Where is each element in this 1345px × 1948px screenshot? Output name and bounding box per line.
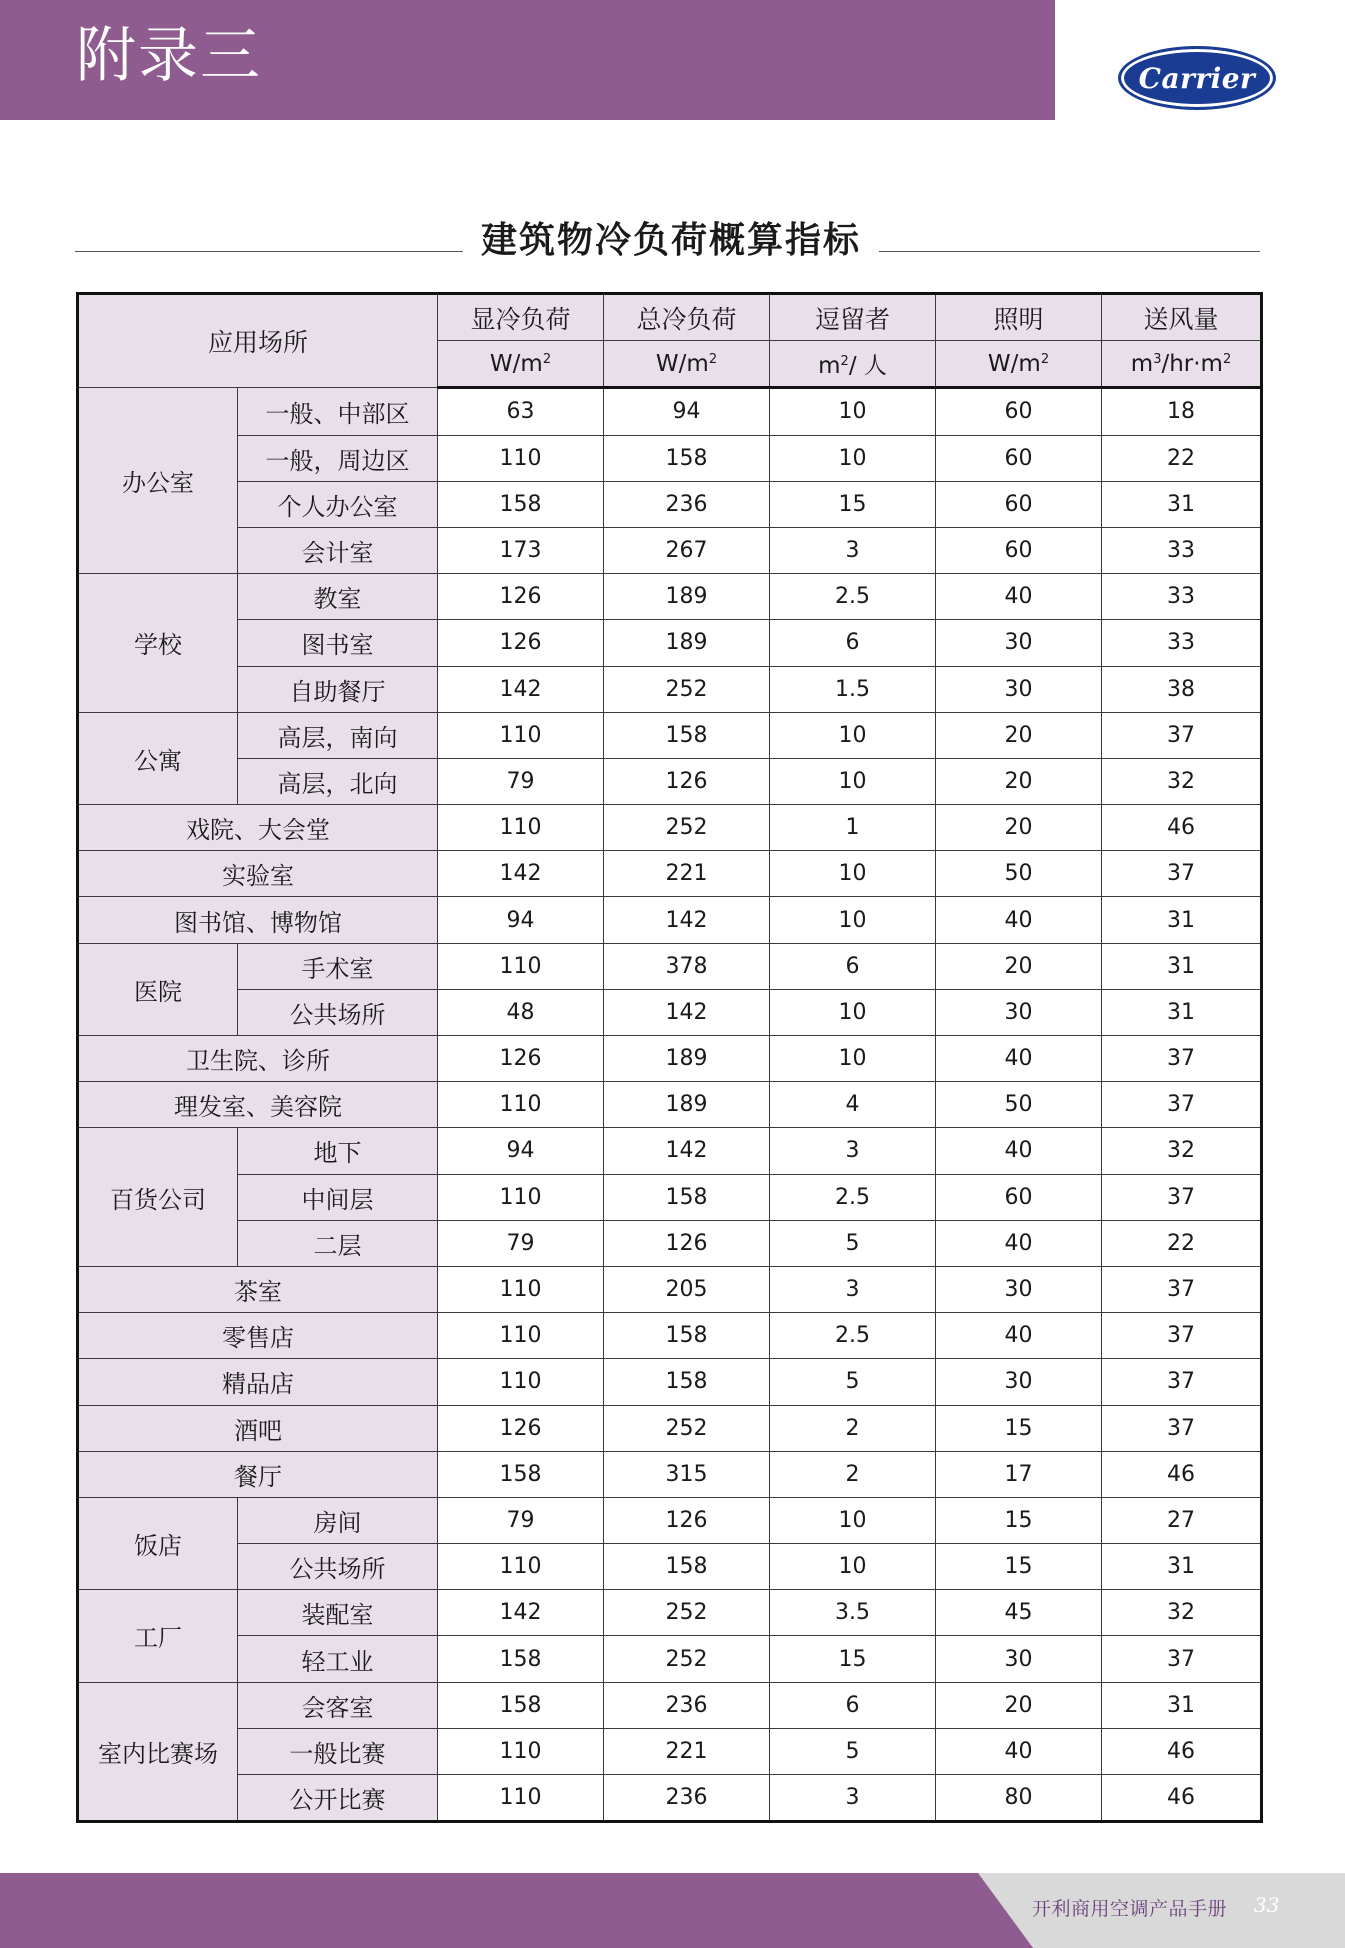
value-cell: 158 (438, 481, 604, 527)
value-cell: 236 (604, 1682, 770, 1728)
table-row (78, 943, 1262, 989)
value-cell: 110 (438, 712, 604, 758)
subcategory-cell: 手术室 (238, 943, 438, 989)
table-row (78, 1266, 1262, 1312)
value-cell: 32 (1102, 1590, 1262, 1636)
value-cell: 5 (770, 1220, 936, 1266)
subcategory-cell: 图书室 (238, 620, 438, 666)
table-row (78, 1174, 1262, 1220)
value-cell: 30 (936, 1359, 1102, 1405)
value-cell: 252 (604, 1590, 770, 1636)
table-row (78, 481, 1262, 527)
value-cell: 31 (1102, 897, 1262, 943)
category-cell: 图书馆、博物馆 (78, 897, 438, 943)
value-cell: 60 (936, 1174, 1102, 1220)
header-col-label: 照明 (936, 294, 1102, 341)
value-cell: 20 (936, 1682, 1102, 1728)
value-cell: 40 (936, 574, 1102, 620)
value-cell: 33 (1102, 527, 1262, 573)
cooling-load-table (76, 292, 1263, 1823)
table-row (78, 1590, 1262, 1636)
value-cell: 252 (604, 666, 770, 712)
category-cell: 百货公司 (78, 1128, 238, 1267)
table-row (78, 666, 1262, 712)
unit-rest: /hr·m (1161, 350, 1223, 377)
value-cell: 252 (604, 1405, 770, 1451)
table-row (78, 1036, 1262, 1082)
value-cell: 46 (1102, 1775, 1262, 1822)
value-cell: 46 (1102, 805, 1262, 851)
carrier-logo (1118, 46, 1276, 110)
value-cell: 2.5 (770, 1313, 936, 1359)
subcategory-cell: 会客室 (238, 1682, 438, 1728)
value-cell: 110 (438, 1544, 604, 1590)
header-place: 应用场所 (78, 294, 438, 388)
value-cell: 30 (936, 1636, 1102, 1682)
value-cell: 158 (604, 1313, 770, 1359)
value-cell: 37 (1102, 1313, 1262, 1359)
category-cell: 医院 (78, 943, 238, 1035)
value-cell: 94 (438, 897, 604, 943)
value-cell: 3 (770, 1128, 936, 1174)
value-cell: 50 (936, 851, 1102, 897)
value-cell: 110 (438, 1082, 604, 1128)
category-cell: 戏院、大会堂 (78, 805, 438, 851)
value-cell: 33 (1102, 620, 1262, 666)
value-cell: 252 (604, 805, 770, 851)
value-cell: 189 (604, 574, 770, 620)
value-cell: 158 (604, 435, 770, 481)
heading-rule-right (879, 251, 1260, 252)
value-cell: 10 (770, 897, 936, 943)
page-title: 附录三 (76, 21, 262, 91)
value-cell: 60 (936, 481, 1102, 527)
value-cell: 30 (936, 989, 1102, 1035)
subcategory-cell: 一般，周边区 (238, 435, 438, 481)
value-cell: 126 (438, 620, 604, 666)
value-cell: 158 (604, 1174, 770, 1220)
subcategory-cell: 公共场所 (238, 1544, 438, 1590)
value-cell: 37 (1102, 1636, 1262, 1682)
value-cell: 15 (936, 1497, 1102, 1543)
subcategory-cell: 轻工业 (238, 1636, 438, 1682)
category-cell: 工厂 (78, 1590, 238, 1682)
table-row (78, 1405, 1262, 1451)
table-row (78, 758, 1262, 804)
value-cell: 27 (1102, 1497, 1262, 1543)
value-cell: 50 (936, 1082, 1102, 1128)
value-cell: 37 (1102, 1082, 1262, 1128)
value-cell: 252 (604, 1636, 770, 1682)
value-cell: 5 (770, 1728, 936, 1774)
value-cell: 110 (438, 1174, 604, 1220)
category-cell: 零售店 (78, 1313, 438, 1359)
value-cell: 378 (604, 943, 770, 989)
value-cell: 40 (936, 1128, 1102, 1174)
value-cell: 315 (604, 1451, 770, 1497)
value-cell: 267 (604, 527, 770, 573)
value-cell: 236 (604, 481, 770, 527)
unit-base: W/m (489, 350, 543, 377)
value-cell: 189 (604, 1082, 770, 1128)
table-row (78, 388, 1262, 435)
value-cell: 37 (1102, 851, 1262, 897)
value-cell: 20 (936, 805, 1102, 851)
value-cell: 10 (770, 712, 936, 758)
value-cell: 20 (936, 758, 1102, 804)
unit-sup: 2 (840, 354, 849, 370)
value-cell: 189 (604, 1036, 770, 1082)
value-cell: 1.5 (770, 666, 936, 712)
unit-sup2: 2 (1222, 351, 1232, 367)
table-header-row (78, 294, 1262, 341)
value-cell: 30 (936, 1266, 1102, 1312)
table-row (78, 620, 1262, 666)
table-row (78, 897, 1262, 943)
subcategory-cell: 教室 (238, 574, 438, 620)
value-cell: 126 (438, 1405, 604, 1451)
header-col-label: 总冷负荷 (604, 294, 770, 341)
table-row (78, 1082, 1262, 1128)
unit-base: W/m (987, 350, 1041, 377)
table-row (78, 712, 1262, 758)
value-cell: 158 (438, 1682, 604, 1728)
value-cell: 126 (604, 1497, 770, 1543)
value-cell: 15 (936, 1544, 1102, 1590)
subcategory-cell: 公开比赛 (238, 1775, 438, 1822)
value-cell: 142 (438, 666, 604, 712)
table-row (78, 989, 1262, 1035)
value-cell: 10 (770, 388, 936, 435)
value-cell: 110 (438, 943, 604, 989)
value-cell: 37 (1102, 1036, 1262, 1082)
value-cell: 94 (604, 388, 770, 435)
value-cell: 173 (438, 527, 604, 573)
table-row (78, 527, 1262, 573)
heading-rule-left (75, 251, 463, 252)
subcategory-cell: 个人办公室 (238, 481, 438, 527)
value-cell: 15 (770, 1636, 936, 1682)
value-cell: 18 (1102, 388, 1262, 435)
value-cell: 126 (604, 1220, 770, 1266)
value-cell: 3 (770, 1775, 936, 1822)
value-cell: 32 (1102, 758, 1262, 804)
subcategory-cell: 一般、中部区 (238, 388, 438, 435)
value-cell: 40 (936, 1313, 1102, 1359)
value-cell: 158 (604, 712, 770, 758)
value-cell: 126 (438, 574, 604, 620)
value-cell: 31 (1102, 943, 1262, 989)
value-cell: 110 (438, 1775, 604, 1822)
subcategory-cell: 房间 (238, 1497, 438, 1543)
table-row (78, 574, 1262, 620)
value-cell: 6 (770, 620, 936, 666)
value-cell: 110 (438, 1266, 604, 1312)
value-cell: 10 (770, 989, 936, 1035)
value-cell: 40 (936, 1036, 1102, 1082)
value-cell: 205 (604, 1266, 770, 1312)
value-cell: 110 (438, 805, 604, 851)
table-row (78, 435, 1262, 481)
subcategory-cell: 二层 (238, 1220, 438, 1266)
subcategory-cell: 高层，北向 (238, 758, 438, 804)
value-cell: 110 (438, 1728, 604, 1774)
value-cell: 110 (438, 435, 604, 481)
value-cell: 80 (936, 1775, 1102, 1822)
unit-rest: / 人 (848, 353, 887, 380)
category-cell: 公寓 (78, 712, 238, 804)
table-heading (75, 208, 1260, 264)
category-cell: 酒吧 (78, 1405, 438, 1451)
value-cell: 2 (770, 1451, 936, 1497)
value-cell: 40 (936, 897, 1102, 943)
value-cell: 2 (770, 1405, 936, 1451)
value-cell: 3 (770, 1266, 936, 1312)
value-cell: 6 (770, 1682, 936, 1728)
value-cell: 20 (936, 712, 1102, 758)
value-cell: 158 (604, 1359, 770, 1405)
value-cell: 189 (604, 620, 770, 666)
value-cell: 221 (604, 1728, 770, 1774)
unit-base: m (818, 353, 841, 380)
header-col-unit (936, 341, 1102, 388)
unit-sup: 2 (708, 351, 718, 367)
value-cell: 2.5 (770, 574, 936, 620)
table-row (78, 1128, 1262, 1174)
category-cell: 餐厅 (78, 1451, 438, 1497)
value-cell: 79 (438, 758, 604, 804)
table-row (78, 1313, 1262, 1359)
value-cell: 37 (1102, 1405, 1262, 1451)
value-cell: 60 (936, 388, 1102, 435)
value-cell: 158 (438, 1451, 604, 1497)
table-row (78, 805, 1262, 851)
value-cell: 20 (936, 943, 1102, 989)
value-cell: 63 (438, 388, 604, 435)
logo-trademark: ™ (1246, 100, 1252, 107)
value-cell: 40 (936, 1728, 1102, 1774)
value-cell: 126 (604, 758, 770, 804)
category-cell: 饭店 (78, 1497, 238, 1589)
value-cell: 10 (770, 1497, 936, 1543)
value-cell: 110 (438, 1359, 604, 1405)
category-cell: 精品店 (78, 1359, 438, 1405)
value-cell: 142 (438, 851, 604, 897)
value-cell: 17 (936, 1451, 1102, 1497)
table-row (78, 1728, 1262, 1774)
unit-sup: 2 (1040, 351, 1050, 367)
value-cell: 3 (770, 527, 936, 573)
value-cell: 1 (770, 805, 936, 851)
value-cell: 15 (936, 1405, 1102, 1451)
table-row (78, 1682, 1262, 1728)
subcategory-cell: 高层，南向 (238, 712, 438, 758)
header-col-label: 显冷负荷 (438, 294, 604, 341)
value-cell: 110 (438, 1313, 604, 1359)
header-col-unit (604, 341, 770, 388)
table-row (78, 1359, 1262, 1405)
value-cell: 10 (770, 1036, 936, 1082)
value-cell: 31 (1102, 989, 1262, 1035)
subcategory-cell: 地下 (238, 1128, 438, 1174)
category-cell: 茶室 (78, 1266, 438, 1312)
value-cell: 142 (438, 1590, 604, 1636)
value-cell: 142 (604, 1128, 770, 1174)
value-cell: 37 (1102, 1266, 1262, 1312)
category-cell: 学校 (78, 574, 238, 713)
value-cell: 33 (1102, 574, 1262, 620)
value-cell: 15 (770, 481, 936, 527)
value-cell: 37 (1102, 1359, 1262, 1405)
unit-sup: 3 (1153, 351, 1162, 367)
value-cell: 60 (936, 435, 1102, 481)
value-cell: 31 (1102, 1682, 1262, 1728)
value-cell: 30 (936, 666, 1102, 712)
value-cell: 46 (1102, 1451, 1262, 1497)
value-cell: 48 (438, 989, 604, 1035)
value-cell: 45 (936, 1590, 1102, 1636)
unit-sup: 2 (542, 351, 552, 367)
subcategory-cell: 公共场所 (238, 989, 438, 1035)
value-cell: 32 (1102, 1128, 1262, 1174)
value-cell: 10 (770, 435, 936, 481)
category-cell: 实验室 (78, 851, 438, 897)
value-cell: 142 (604, 897, 770, 943)
table-row (78, 1636, 1262, 1682)
value-cell: 60 (936, 527, 1102, 573)
header-col-unit (1102, 341, 1262, 388)
value-cell: 37 (1102, 1174, 1262, 1220)
footer-title: 开利商用空调产品手册 (1032, 1898, 1228, 1920)
subcategory-cell: 中间层 (238, 1174, 438, 1220)
value-cell: 221 (604, 851, 770, 897)
table-row (78, 1451, 1262, 1497)
value-cell: 4 (770, 1082, 936, 1128)
value-cell: 38 (1102, 666, 1262, 712)
value-cell: 5 (770, 1359, 936, 1405)
table-row (78, 851, 1262, 897)
value-cell: 142 (604, 989, 770, 1035)
table-row (78, 1544, 1262, 1590)
value-cell: 236 (604, 1775, 770, 1822)
value-cell: 22 (1102, 1220, 1262, 1266)
table-row (78, 1775, 1262, 1822)
value-cell: 37 (1102, 712, 1262, 758)
value-cell: 10 (770, 1544, 936, 1590)
value-cell: 30 (936, 620, 1102, 666)
value-cell: 94 (438, 1128, 604, 1174)
header-col-unit (770, 341, 936, 388)
subcategory-cell: 一般比赛 (238, 1728, 438, 1774)
category-cell: 办公室 (78, 388, 238, 574)
value-cell: 22 (1102, 435, 1262, 481)
table-row (78, 1220, 1262, 1266)
table-row (78, 1497, 1262, 1543)
value-cell: 31 (1102, 1544, 1262, 1590)
unit-base: m (1130, 350, 1154, 377)
category-cell: 卫生院、诊所 (78, 1036, 438, 1082)
value-cell: 31 (1102, 481, 1262, 527)
value-cell: 79 (438, 1497, 604, 1543)
value-cell: 10 (770, 851, 936, 897)
subcategory-cell: 自助餐厅 (238, 666, 438, 712)
subcategory-cell: 装配室 (238, 1590, 438, 1636)
unit-base: W/m (655, 350, 709, 377)
value-cell: 10 (770, 758, 936, 804)
header-col-unit (438, 341, 604, 388)
page-number: 33 (1254, 1893, 1280, 1917)
value-cell: 3.5 (770, 1590, 936, 1636)
category-cell: 理发室、美容院 (78, 1082, 438, 1128)
value-cell: 158 (438, 1636, 604, 1682)
top-banner (0, 0, 1055, 120)
value-cell: 40 (936, 1220, 1102, 1266)
value-cell: 46 (1102, 1728, 1262, 1774)
table-title: 建筑物冷负荷概算指标 (480, 220, 861, 261)
value-cell: 6 (770, 943, 936, 989)
subcategory-cell: 会计室 (238, 527, 438, 573)
value-cell: 126 (438, 1036, 604, 1082)
value-cell: 158 (604, 1544, 770, 1590)
logo-text: Carrier (1138, 61, 1256, 95)
header-col-label: 逗留者 (770, 294, 936, 341)
category-cell: 室内比赛场 (78, 1682, 238, 1822)
value-cell: 2.5 (770, 1174, 936, 1220)
header-col-label: 送风量 (1102, 294, 1262, 341)
value-cell: 79 (438, 1220, 604, 1266)
